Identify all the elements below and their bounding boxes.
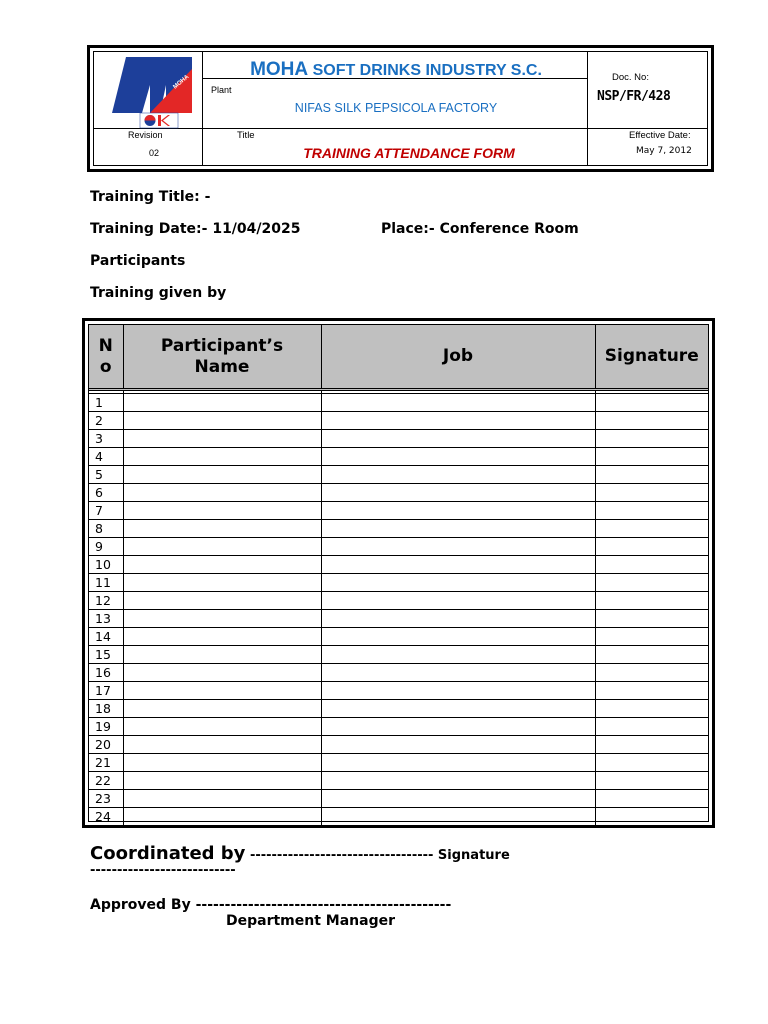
participant-name-cell xyxy=(123,502,321,520)
participant-name-cell xyxy=(123,538,321,556)
table-row xyxy=(89,628,708,646)
training-date: Training Date:- 11/04/2025 xyxy=(90,221,301,237)
coordinated-by-line xyxy=(90,843,510,864)
participant-name-cell xyxy=(123,772,321,790)
row-number: 17 xyxy=(89,682,123,700)
table-header-row xyxy=(89,325,708,390)
job-cell xyxy=(321,430,595,448)
participant-name-cell xyxy=(123,394,321,412)
row-number: 18 xyxy=(89,700,123,718)
participant-name-cell xyxy=(123,412,321,430)
signature-cell xyxy=(595,790,708,808)
row-number: 22 xyxy=(89,772,123,790)
job-cell xyxy=(321,646,595,664)
participant-name-cell xyxy=(123,484,321,502)
table-row xyxy=(89,718,708,736)
job-cell xyxy=(321,682,595,700)
table-row xyxy=(89,502,708,520)
participant-name-cell xyxy=(123,754,321,772)
participant-name-cell xyxy=(123,520,321,538)
row-number: 12 xyxy=(89,592,123,610)
table-row xyxy=(89,430,708,448)
signature-cell xyxy=(595,808,708,826)
row-number: 7 xyxy=(89,502,123,520)
signature-cell xyxy=(595,412,708,430)
table-row xyxy=(89,394,708,412)
training-place: Place:- Conference Room xyxy=(381,221,579,237)
plant-label: Plant xyxy=(211,85,232,95)
participant-name-cell xyxy=(123,736,321,754)
column-header-no: N o xyxy=(89,325,123,390)
company-name xyxy=(204,59,588,81)
row-number: 19 xyxy=(89,718,123,736)
signature-cell xyxy=(595,610,708,628)
participant-name-cell xyxy=(123,628,321,646)
attendance-rows xyxy=(89,390,708,826)
signature-cell xyxy=(595,574,708,592)
coordinated-by-field: ---------------------------------- Signature xyxy=(245,848,510,863)
row-number: 24 xyxy=(89,808,123,826)
job-cell xyxy=(321,628,595,646)
form-title: TRAINING ATTENDANCE FORM xyxy=(303,145,515,161)
participant-name-cell xyxy=(123,790,321,808)
job-cell xyxy=(321,574,595,592)
row-number: 14 xyxy=(89,628,123,646)
row-number: 9 xyxy=(89,538,123,556)
column-header-job: Job xyxy=(321,325,595,390)
signature-cell xyxy=(595,754,708,772)
document-header-frame xyxy=(93,51,708,166)
participant-name-cell xyxy=(123,430,321,448)
participant-name-cell xyxy=(123,682,321,700)
attendance-grid xyxy=(89,325,708,826)
table-row xyxy=(89,556,708,574)
participant-name-cell xyxy=(123,718,321,736)
job-cell xyxy=(321,502,595,520)
participant-name-cell xyxy=(123,646,321,664)
participant-name-cell xyxy=(123,556,321,574)
job-cell xyxy=(321,592,595,610)
attendance-table xyxy=(82,318,715,828)
table-row xyxy=(89,682,708,700)
job-cell xyxy=(321,538,595,556)
row-number: 2 xyxy=(89,412,123,430)
row-number: 11 xyxy=(89,574,123,592)
job-cell xyxy=(321,736,595,754)
doc-number-label: Doc. No: xyxy=(612,72,649,83)
participant-name-cell xyxy=(123,574,321,592)
table-row xyxy=(89,790,708,808)
job-cell xyxy=(321,412,595,430)
table-row xyxy=(89,736,708,754)
table-row xyxy=(89,772,708,790)
signature-cell xyxy=(595,394,708,412)
table-row xyxy=(89,466,708,484)
participants-label: Participants xyxy=(90,253,186,269)
signature-cell xyxy=(595,646,708,664)
job-cell xyxy=(321,556,595,574)
column-header-signature: Signature xyxy=(595,325,708,390)
job-cell xyxy=(321,448,595,466)
signature-cell xyxy=(595,502,708,520)
job-cell xyxy=(321,808,595,826)
company-name-rest: SOFT DRINKS INDUSTRY S.C. xyxy=(308,62,542,79)
participant-name-cell xyxy=(123,592,321,610)
table-row xyxy=(89,700,708,718)
job-cell xyxy=(321,790,595,808)
row-number: 6 xyxy=(89,484,123,502)
participant-name-cell xyxy=(123,700,321,718)
moha-logo xyxy=(112,55,192,129)
participant-name-cell xyxy=(123,664,321,682)
job-cell xyxy=(321,754,595,772)
signature-cell xyxy=(595,700,708,718)
header-divider xyxy=(202,52,203,165)
signature-cell xyxy=(595,556,708,574)
doc-number-value: NSP/FR/428 xyxy=(597,89,671,104)
signature-cell xyxy=(595,430,708,448)
row-number: 16 xyxy=(89,664,123,682)
signature-cell xyxy=(595,538,708,556)
table-row xyxy=(89,664,708,682)
table-row xyxy=(89,808,708,826)
training-title: Training Title: - xyxy=(90,189,211,205)
column-header-participant-name: Participant’s Name xyxy=(123,325,321,390)
table-row xyxy=(89,646,708,664)
row-number: 8 xyxy=(89,520,123,538)
job-cell xyxy=(321,664,595,682)
job-cell xyxy=(321,466,595,484)
signature-cell xyxy=(595,772,708,790)
effective-date-label: Effective Date: xyxy=(629,130,691,141)
signature-cell xyxy=(595,466,708,484)
job-cell xyxy=(321,484,595,502)
job-cell xyxy=(321,394,595,412)
table-row xyxy=(89,520,708,538)
job-cell xyxy=(321,520,595,538)
row-number: 3 xyxy=(89,430,123,448)
participant-name-cell xyxy=(123,808,321,826)
participant-name-cell xyxy=(123,610,321,628)
signature-cell xyxy=(595,664,708,682)
training-given-by: Training given by xyxy=(90,285,227,301)
table-row xyxy=(89,484,708,502)
row-number: 13 xyxy=(89,610,123,628)
table-row xyxy=(89,538,708,556)
row-number: 20 xyxy=(89,736,123,754)
job-cell xyxy=(321,718,595,736)
department-manager-label: Department Manager xyxy=(226,913,396,929)
table-row xyxy=(89,610,708,628)
row-number: 15 xyxy=(89,646,123,664)
table-row xyxy=(89,448,708,466)
document-header xyxy=(87,45,714,172)
job-cell xyxy=(321,610,595,628)
table-row xyxy=(89,412,708,430)
row-number: 21 xyxy=(89,754,123,772)
row-number: 5 xyxy=(89,466,123,484)
table-row xyxy=(89,754,708,772)
plant-value: NIFAS SILK PEPSICOLA FACTORY xyxy=(294,101,498,115)
company-name-strong: MOHA xyxy=(250,59,309,80)
table-row xyxy=(89,574,708,592)
attendance-table-frame xyxy=(88,324,709,822)
signature-cell xyxy=(595,682,708,700)
table-row xyxy=(89,592,708,610)
signature-field: --------------------------- xyxy=(90,863,236,878)
logo-text: MOHA xyxy=(172,74,191,91)
signature-cell xyxy=(595,592,708,610)
row-number: 1 xyxy=(89,394,123,412)
signature-cell xyxy=(595,520,708,538)
approved-by-line: Approved By -------------------------------------------- xyxy=(90,897,452,913)
revision-value: 02 xyxy=(149,148,160,158)
row-number: 10 xyxy=(89,556,123,574)
signature-cell xyxy=(595,718,708,736)
job-cell xyxy=(321,700,595,718)
signature-cell xyxy=(595,628,708,646)
title-label: Title xyxy=(237,130,255,141)
signature-cell xyxy=(595,484,708,502)
effective-date-value: May 7, 2012 xyxy=(636,146,692,156)
row-number: 23 xyxy=(89,790,123,808)
row-number: 4 xyxy=(89,448,123,466)
participant-name-cell xyxy=(123,448,321,466)
participant-name-cell xyxy=(123,466,321,484)
signature-cell xyxy=(595,448,708,466)
revision-label: Revision xyxy=(128,130,163,140)
coordinated-by-label: Coordinated by xyxy=(90,843,246,864)
signature-cell xyxy=(595,736,708,754)
job-cell xyxy=(321,772,595,790)
